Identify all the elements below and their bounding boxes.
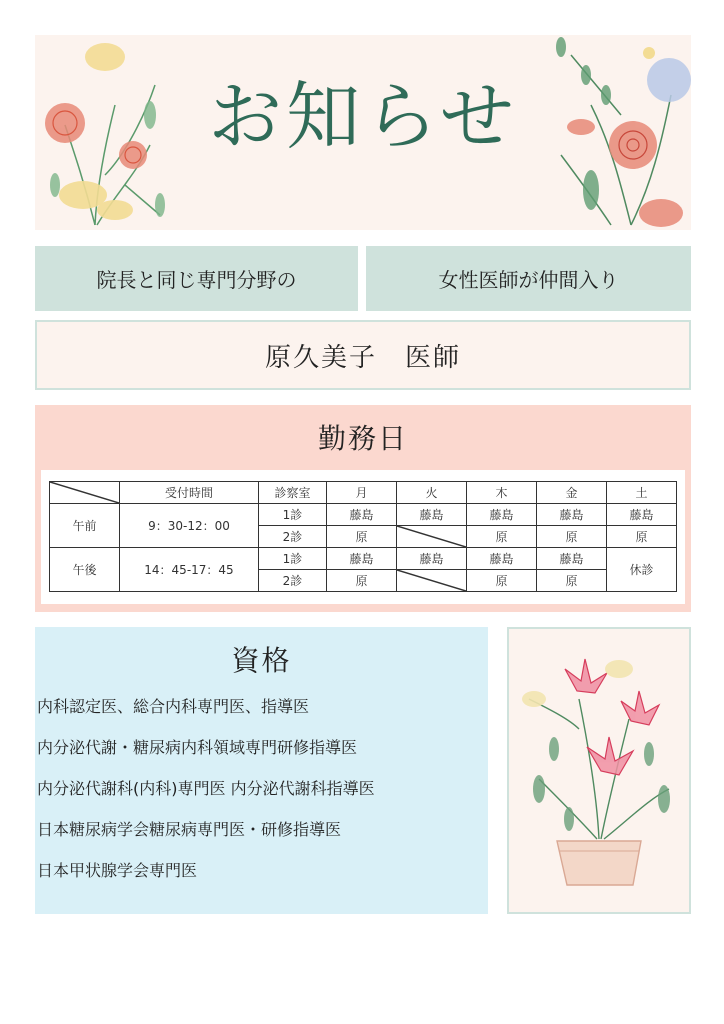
room-label: 1診	[259, 504, 327, 526]
room-label: 2診	[259, 570, 327, 592]
banner-left	[35, 246, 358, 311]
doctor-name: 原久美子 医師	[264, 342, 461, 373]
flower-pot-card	[507, 627, 691, 914]
schedule-cell: 原	[537, 526, 607, 548]
room-label: 2診	[259, 526, 327, 548]
schedule-cell: 藤島	[397, 504, 467, 526]
schedule-cell: 藤島	[327, 548, 397, 570]
doctor-name-box	[35, 320, 691, 390]
schedule-cell: 藤島	[467, 504, 537, 526]
saturday-closed-cell: 休診	[607, 548, 677, 592]
header-corner-cell	[50, 482, 120, 504]
banner-right-text: 女性医師が仲間入り	[438, 268, 619, 292]
morning-time: 9：30-12：00	[120, 504, 259, 548]
header-mon: 月	[327, 482, 397, 504]
empty-slash-cell	[397, 570, 467, 592]
page-title: お知らせ	[208, 74, 518, 160]
diagonal-line	[397, 570, 466, 591]
banner-right	[366, 246, 691, 311]
schedule-cell: 原	[467, 570, 537, 592]
qualification-item: 日本甲状腺学会専門医	[37, 861, 198, 880]
schedule-cell: 藤島	[397, 548, 467, 570]
header-sat: 土	[607, 482, 677, 504]
lily-pot-illustration	[509, 629, 689, 912]
schedule-cell: 藤島	[537, 504, 607, 526]
schedule-title: 勤務日	[317, 422, 408, 455]
room-label: 1診	[259, 548, 327, 570]
schedule-table-container	[41, 470, 685, 604]
header-thu: 木	[467, 482, 537, 504]
morning-label: 午前	[50, 504, 120, 548]
qualification-item: 内科認定医、総合内科専門医、指導医	[37, 697, 310, 716]
schedule-cell: 藤島	[467, 548, 537, 570]
header-fri: 金	[537, 482, 607, 504]
empty-slash-cell	[397, 526, 467, 548]
qualification-item: 日本糖尿病学会糖尿病専門医・研修指導医	[37, 820, 342, 839]
table-row	[50, 548, 677, 570]
header-time: 受付時間	[120, 482, 259, 504]
schedule-cell: 藤島	[607, 504, 677, 526]
qualifications-section	[35, 627, 488, 914]
schedule-cell: 藤島	[537, 548, 607, 570]
diagonal-line	[50, 482, 119, 503]
schedule-cell: 原	[607, 526, 677, 548]
schedule-cell: 原	[537, 570, 607, 592]
schedule-cell: 原	[327, 526, 397, 548]
qualification-item: 内分泌代謝科(内科)専門医 内分泌代謝科指導医	[37, 779, 375, 798]
schedule-cell: 原	[467, 526, 537, 548]
table-row	[50, 504, 677, 526]
flower-pot	[557, 841, 641, 885]
diagonal-line	[397, 526, 466, 547]
header-banner	[35, 35, 691, 230]
afternoon-time: 14：45-17：45	[120, 548, 259, 592]
header-room: 診察室	[259, 482, 327, 504]
schedule-cell: 原	[327, 570, 397, 592]
schedule-section	[35, 405, 691, 612]
table-header-row	[50, 482, 677, 504]
qualification-item: 内分泌代謝・糖尿病内科領域専門研修指導医	[37, 738, 358, 757]
qualifications-title: 資格	[231, 644, 292, 677]
schedule-table	[49, 481, 677, 592]
schedule-cell: 藤島	[327, 504, 397, 526]
header-tue: 火	[397, 482, 467, 504]
afternoon-label: 午後	[50, 548, 120, 592]
banner-left-text: 院長と同じ専門分野の	[96, 268, 297, 292]
